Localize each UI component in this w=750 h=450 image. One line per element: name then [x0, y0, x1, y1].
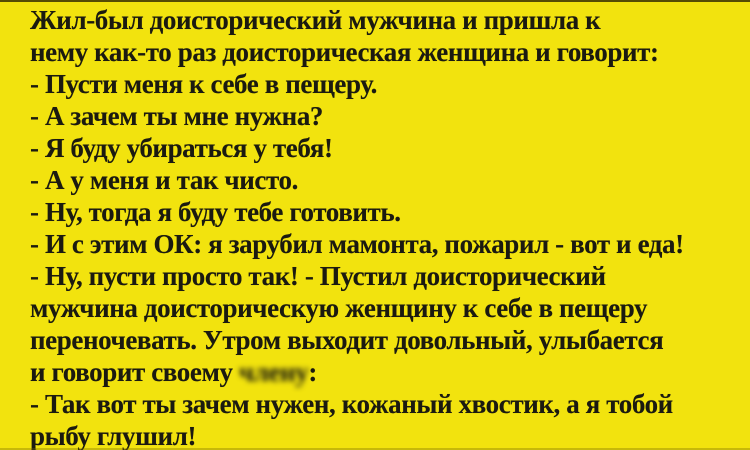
joke-line-11: переночевать. Утром выходит довольный, улыбается — [30, 325, 664, 355]
joke-line-12 — [30, 356, 736, 388]
joke-line-2: нему как-то раз доисторическая женщина и говорит: — [30, 37, 659, 67]
joke-line-8: - И с этим ОК: я зарубил мамонта, пожарил - вот и еда! — [30, 229, 684, 259]
joke-line-4: - А зачем ты мне нужна? — [30, 101, 324, 131]
joke-line-3: - Пусти меня к себе в пещеру. — [30, 69, 377, 99]
censored-word: члену — [238, 357, 309, 387]
joke-line-13: - Так вот ты зачем нужен, кожаный хвостик, а я тобой — [30, 389, 673, 419]
joke-line-9: - Ну, пусти просто так! - Пустил доисторический — [30, 261, 606, 291]
joke-line-5: - Я буду убираться у тебя! — [30, 133, 333, 163]
joke-line-14: рыбу глушил! — [30, 421, 197, 450]
joke-line-7: - Ну, тогда я буду тебе готовить. — [30, 197, 401, 227]
joke-line-6: - А у меня и так чисто. — [30, 165, 298, 195]
joke-line-10: мужчина доисторическую женщину к себе в пещеру — [30, 293, 648, 323]
censored-line-prefix: и говорит своему — [30, 357, 239, 387]
censored-line-suffix: : — [308, 357, 317, 387]
joke-line-1: Жил-был доисторический мужчина и пришла к — [30, 5, 601, 35]
